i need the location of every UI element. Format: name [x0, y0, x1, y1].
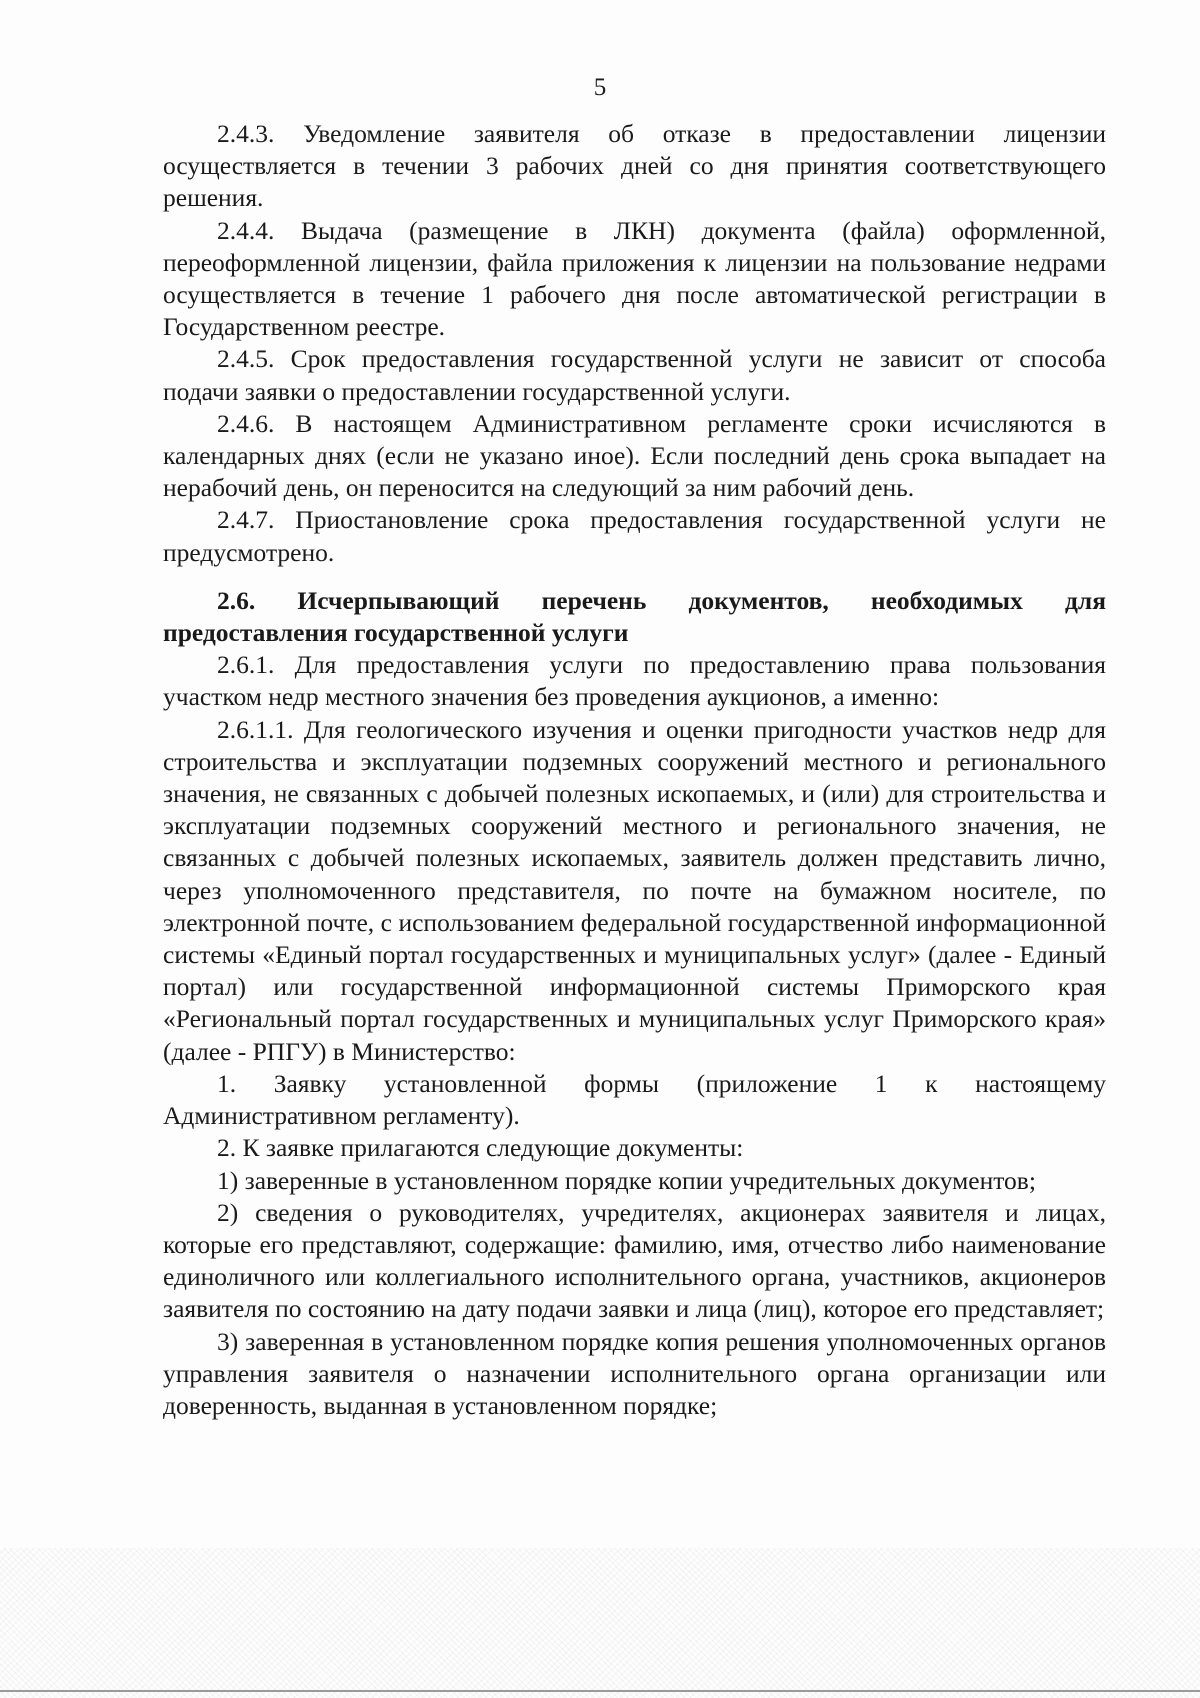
- scan-edge-line: [0, 1690, 1200, 1692]
- list-item-application: 1. Заявку установленной формы (приложение 1 к настоящему Административном регламенту).: [163, 1068, 1106, 1131]
- paragraph-2-4-3: 2.4.3. Уведомление заявителя об отказе в предоставлении лицензии осуществляется в течении 3 рабочих дней со дня принятия соответствующего решения.: [163, 119, 1106, 213]
- section-heading-2-6: 2.6. Исчерпывающий перечень документов, необходимых для предоставления государственной услуги: [163, 585, 1106, 648]
- paragraph-2-4-5: 2.4.5. Срок предоставления государственной услуги не зависит от способа подачи заявки о предоставлении государственной услуги.: [163, 344, 1106, 406]
- paragraph-2-4-7: 2.4.7. Приостановление срока предоставления государственной услуги не предусмотрено.: [163, 505, 1106, 567]
- list-item-managers-info: 2) сведения о руководителях, учредителях, акционерах заявителя и лицах, которые его представляют, содержащие: фамилию, имя, отчество либо наименование единоличного или коллегиального исполнительного органа, участников, акционеров заявителя по состоянию на дату подачи заявки и лица (лиц), которое его представляет;: [163, 1197, 1106, 1324]
- list-item-attachments: 2. К заявке прилагаются следующие документы:: [217, 1133, 744, 1163]
- document-body: [163, 118, 1106, 1422]
- scan-noise: [0, 1548, 1200, 1698]
- list-item-founding-documents: 1) заверенные в установленном порядке копии учредительных документов;: [217, 1165, 1036, 1195]
- paragraph-2-4-4: 2.4.4. Выдача (размещение в ЛКН) документа (файла) оформленной, переоформленной лицензии, файла приложения к лицензии на пользование недрами осуществляется в течение 1 рабочего дня после автоматической регистрации в Государственном реестре.: [163, 215, 1106, 342]
- paragraph-2-6-1: 2.6.1. Для предоставления услуги по предоставлению права пользования участком недр местного значения без проведения аукционов, а именно:: [163, 650, 1106, 712]
- paragraph-2-4-6: 2.4.6. В настоящем Административном регламенте сроки исчисляются в календарных днях (если не указано иное). Если последний день срока выпадает на нерабочий день, он переносится на следующий за ним рабочий день.: [163, 408, 1106, 503]
- page-number: 5: [593, 74, 607, 101]
- paragraph-2-6-1-1: 2.6.1.1. Для геологического изучения и оценки пригодности участков недр для строительства и эксплуатации подземных сооружений местного и регионального значения, не связанных с добычей полезных ископаемых, и (или) для строительства и эксплуатации подземных сооружений местного и регионального значения, не связанных с добычей полезных ископаемых, заявитель должен представить лично, через уполномоченного представителя, по почте на бумажном носителе, по электронной почте, с использованием федеральной государственной информационной системы «Единый портал государственных и муниципальных услуг» (далее - Единый портал) или государственной информационной системы Приморского края «Региональный портал государственных и муниципальных услуг Приморского края» (далее - РПГУ) в Министерство:: [163, 714, 1106, 1066]
- list-item-executive-decision: 3) заверенная в установленном порядке копия решения уполномоченных органов управления заявителя о назначении исполнительного органа организации или доверенность, выданная в установленном порядке;: [163, 1326, 1106, 1420]
